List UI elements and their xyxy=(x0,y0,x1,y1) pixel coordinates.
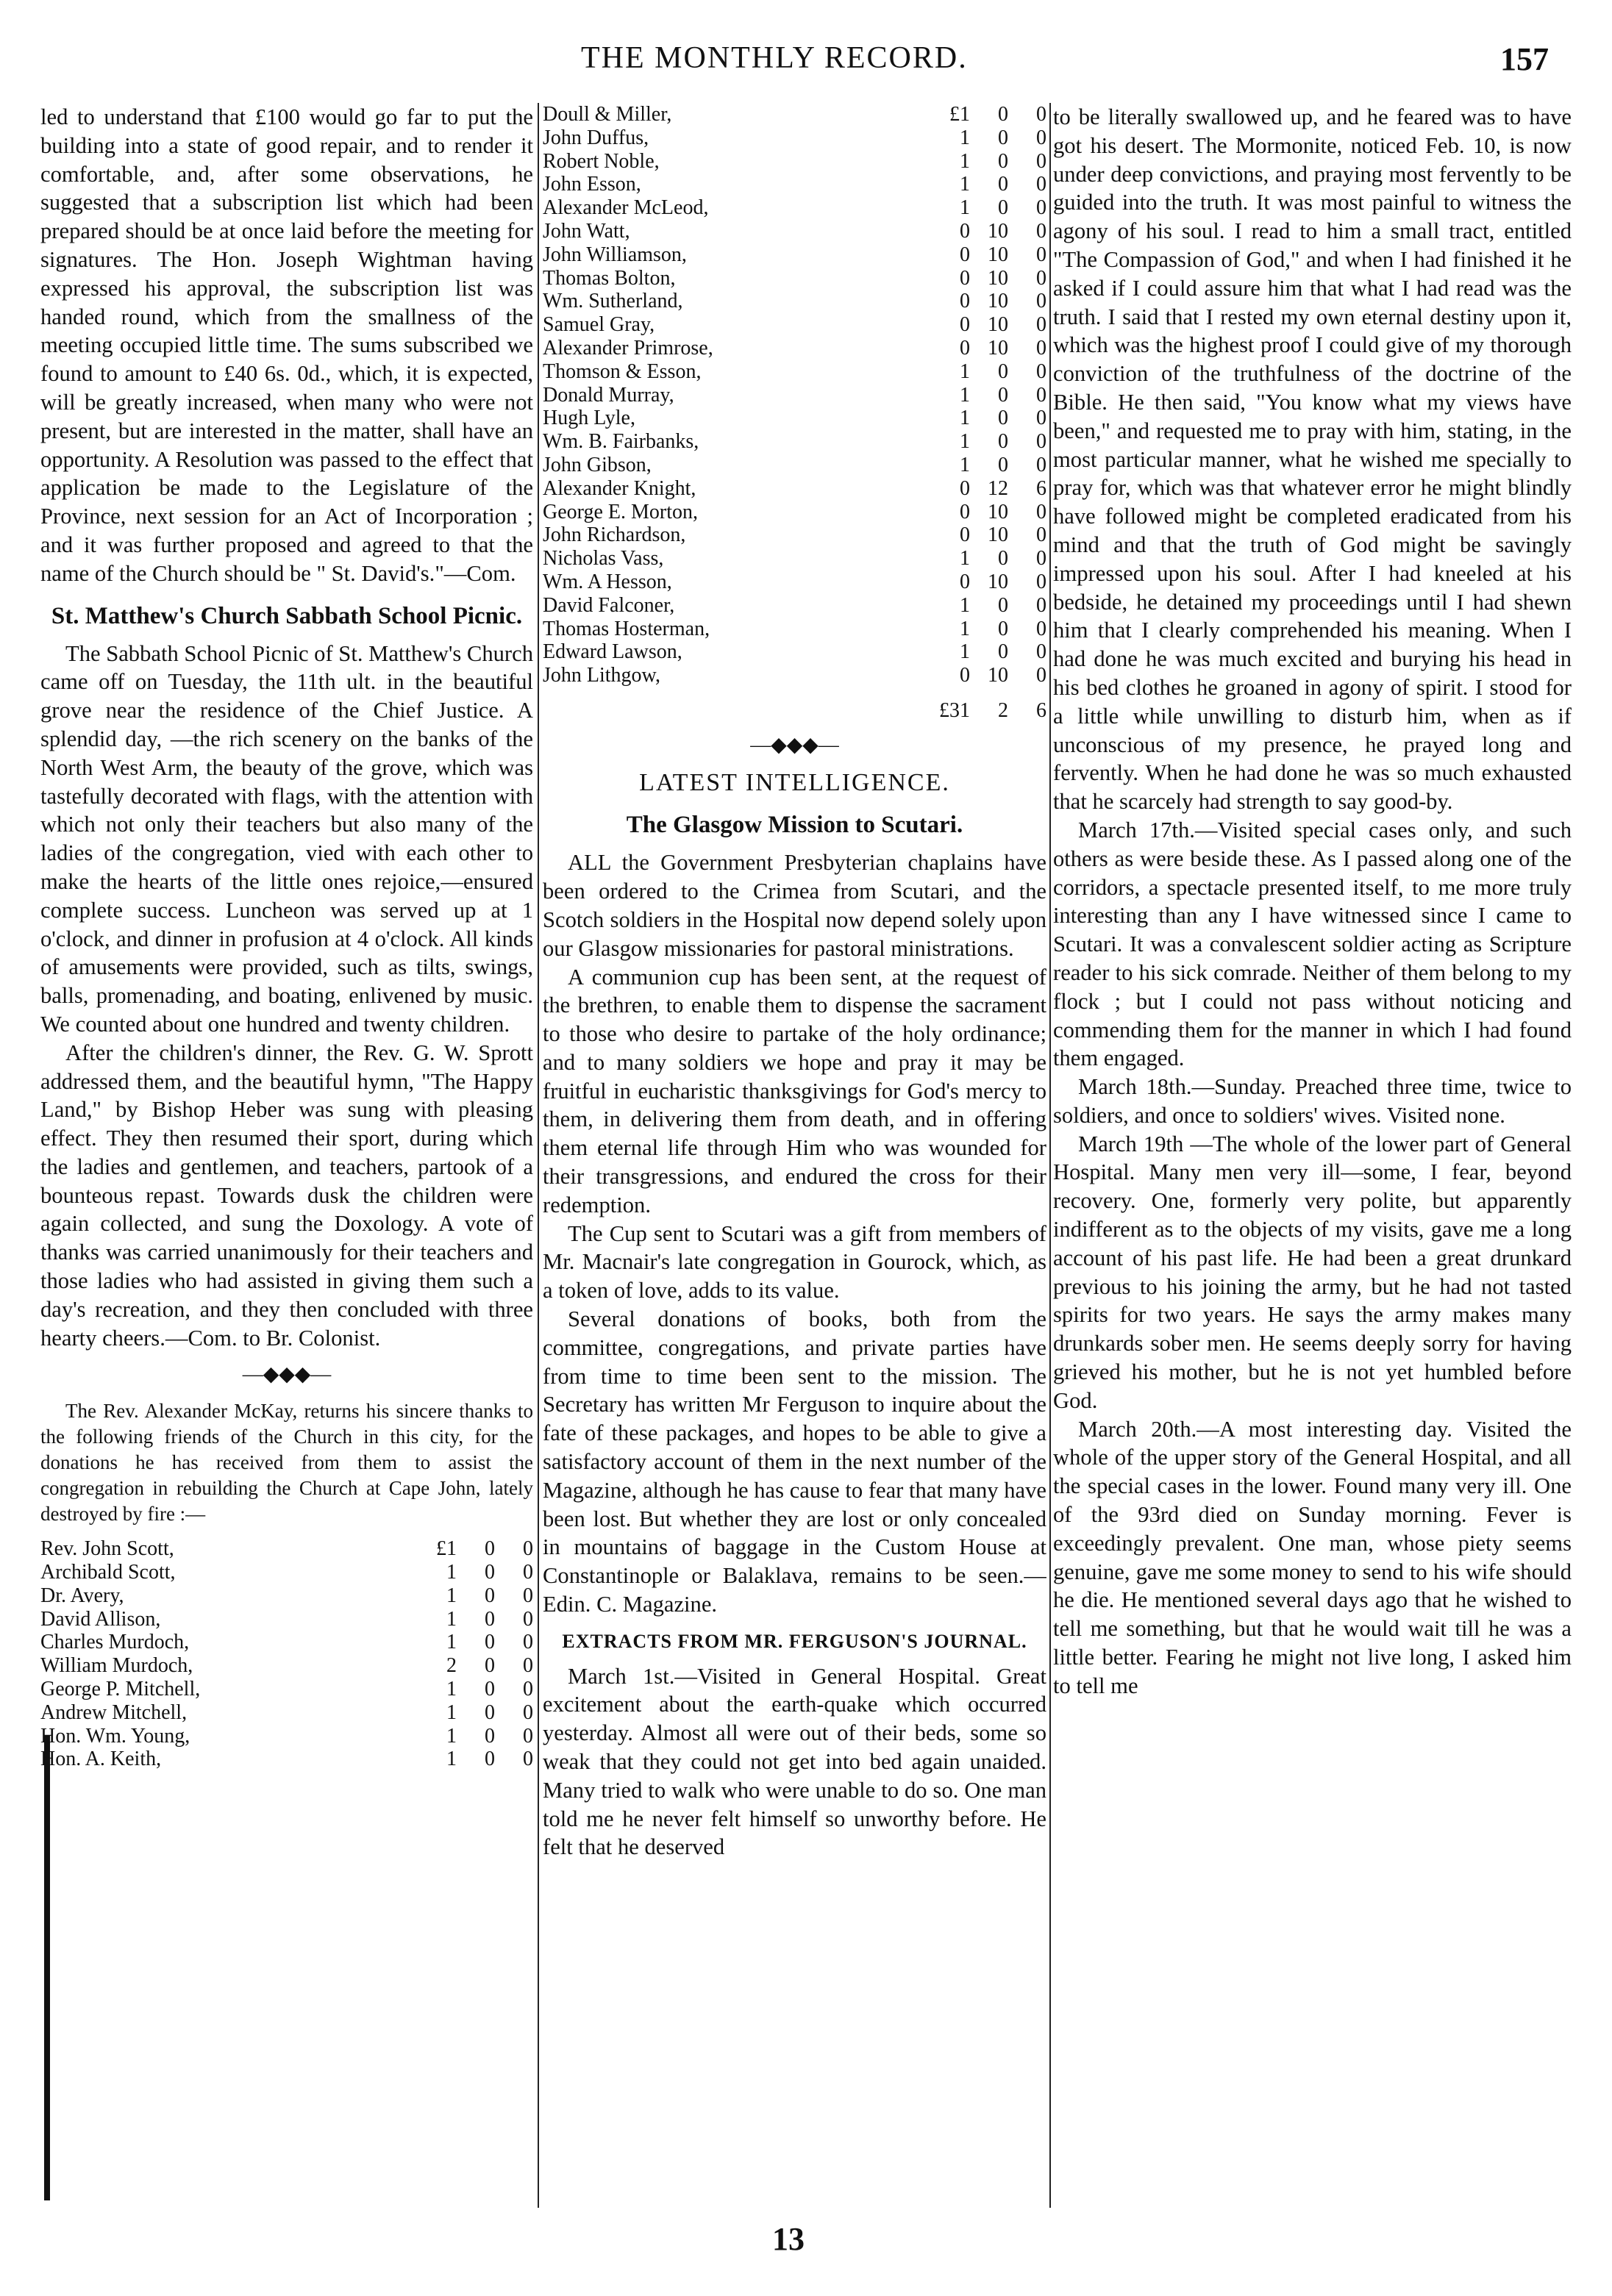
donor-name: Thomas Hosterman, xyxy=(543,617,710,640)
donor-shillings: 12 xyxy=(988,476,1008,500)
donor-name: Archibald Scott, xyxy=(40,1561,176,1584)
donor-pounds: 1 xyxy=(446,1748,457,1771)
donor-pounds: 0 xyxy=(960,266,970,290)
donor-row xyxy=(543,454,1046,477)
donor-pounds: 1 xyxy=(446,1631,457,1654)
glasgow-paragraph-4: Several donations of books, both from the committee, congregations, and private parties have from time to time been sent to the mission. The Secretary has written Mr Ferguson to inquire about the fate of these packages, and hopes to be able to give a satisfactory account of them in the next number of the Magazine, although he has cause to fear that many have been lost. But whether they are lost or only concealed in mountains of baggage in the Custom House at Constantinople or Balaklava, remains to be seen.—Edin. C. Magazine. xyxy=(543,1306,1046,1617)
donor-row xyxy=(543,126,1046,150)
donor-shillings: 0 xyxy=(998,196,1008,220)
donor-pence: 0 xyxy=(1036,407,1046,430)
donor-table-2 xyxy=(543,103,1046,723)
donor-pence: 0 xyxy=(1036,336,1046,360)
donor-pence: 0 xyxy=(523,1724,533,1748)
donor-pence: 0 xyxy=(1036,360,1046,383)
donor-pence: 0 xyxy=(1036,313,1046,337)
donor-pounds: 1 xyxy=(960,149,970,173)
glasgow-mission-heading: The Glasgow Mission to Scutari. xyxy=(626,812,963,839)
donor-row xyxy=(40,1725,533,1748)
page-number: 157 xyxy=(1500,41,1549,77)
journal-march-18: March 18th.—Sunday. Preached three time, twice to soldiers, and once to soldiers' wives. Visited none. xyxy=(1053,1074,1572,1128)
donor-row xyxy=(543,407,1046,430)
donor-pence: 0 xyxy=(1036,196,1046,220)
donor-pence: 0 xyxy=(1036,453,1046,476)
donor-pence: 0 xyxy=(1036,219,1046,243)
donor-name: John Watt, xyxy=(543,219,630,243)
donor-pounds: 1 xyxy=(446,1561,457,1584)
column-3 xyxy=(1053,103,1572,2219)
donor-row xyxy=(543,664,1046,687)
donor-pounds: 1 xyxy=(960,173,970,196)
donor-pounds: 0 xyxy=(960,500,970,523)
donor-pence: 6 xyxy=(1036,476,1046,500)
donor-pounds: 0 xyxy=(960,476,970,500)
donor-shillings: 0 xyxy=(485,1561,495,1584)
donor-name: Hon. A. Keith, xyxy=(40,1748,162,1771)
donor-pence: 0 xyxy=(1036,547,1046,571)
donor-pence: 0 xyxy=(1036,430,1046,454)
donor-row xyxy=(543,196,1046,220)
donor-pence: 0 xyxy=(1036,103,1046,126)
column-rule-left xyxy=(538,103,539,2208)
donor-pence: 0 xyxy=(1036,523,1046,547)
journal-march-20: March 20th.—A most interesting day. Visited the whole of the upper story of the General Hospital, and all the special cases in the lower. Found many very ill. One of the 93rd died on Sunday morning. Fever is exceedingly prevalent. One man, whose piety seems genuine, gave me some money to send to his wife should he die. He mentioned several days ago that he wished to tell me something, but that he would wait till he was a little better. Fearing he might not live long, I asked him to tell me xyxy=(1053,1416,1572,1698)
journal-march-19: March 19th —The whole of the lower part of General Hospital. Many men very ill—some, I fear, beyond recovery. One, formerly very polite, but apparently indifferent as to the objects of my visits, gave me a long account of his past life. He had been a great drunkard previous to his joining the army, but he had not tasted spirits for two years. He says the army makes many drunkards sober men. He seems deeply sorry for having grieved his mother, but he is not yet humbled before God. xyxy=(1053,1131,1572,1413)
donor-shillings: 0 xyxy=(998,103,1008,126)
column-1 xyxy=(40,103,533,2219)
donor-pounds: 2 xyxy=(446,1654,457,1678)
donor-name: Andrew Mitchell, xyxy=(40,1700,188,1724)
donor-pounds: 0 xyxy=(960,336,970,360)
donor-row xyxy=(40,1748,533,1771)
st-davids-paragraph: led to understand that £100 would go far to put the building into a state of good repair, and to render it comfortable, and, after some observations, he suggested that a subscription list which had been prepared should be at once laid before the meeting for signatures. The Hon. Joseph Wightman having expressed his approval, the subscription list was handed round, which from the smallness of the meeting occupied little time. The sums subscribed we found to amount to £40 6s. 0d., which, it is expected, will be greatly increased, when many who were not present, but are interested in the matter, shall have an opportunity. A Resolution was passed to the effect that application be made to the Legislature of the Province, next session for an Act of Incorporation ; and it was further proposed and agreed to that the name of the Church should be " St. David's."—Com. xyxy=(40,104,533,586)
donor-shillings: 0 xyxy=(485,1537,495,1561)
donor-shillings: 10 xyxy=(988,313,1008,337)
donor-pence: 0 xyxy=(1036,383,1046,407)
donor-pounds: £1 xyxy=(436,1537,457,1561)
donor-pence: 0 xyxy=(1036,173,1046,196)
donor-shillings: 10 xyxy=(988,664,1008,687)
donor-shillings: 10 xyxy=(988,290,1008,313)
donor-name: Rev. John Scott, xyxy=(40,1537,174,1561)
donor-pence: 0 xyxy=(1036,570,1046,593)
donor-name: Alexander McLeod, xyxy=(543,196,709,220)
donor-shillings: 0 xyxy=(998,453,1008,476)
donor-row xyxy=(543,618,1046,641)
donor-pence: 0 xyxy=(523,1584,533,1607)
donor-row xyxy=(40,1561,533,1584)
donor-name: John Esson, xyxy=(543,173,641,196)
column-2 xyxy=(543,103,1046,2219)
donor-pounds: 1 xyxy=(960,407,970,430)
donor-pounds: 1 xyxy=(960,593,970,617)
donor-name: Donald Murray, xyxy=(543,383,674,407)
donor-name: John Lithgow, xyxy=(543,664,660,687)
donor-pence: 0 xyxy=(1036,640,1046,664)
donor-name: Edward Lawson, xyxy=(543,640,682,664)
donor-pence: 0 xyxy=(1036,149,1046,173)
donor-pounds: 1 xyxy=(960,383,970,407)
donor-name: Alexander Knight, xyxy=(543,476,696,500)
donor-name: John Gibson, xyxy=(543,453,652,476)
donor-name: Nicholas Vass, xyxy=(543,547,664,571)
donor-pounds: 1 xyxy=(960,196,970,220)
donor-row xyxy=(543,243,1046,267)
donor-row xyxy=(543,477,1046,501)
donor-row xyxy=(40,1701,533,1725)
donor-shillings: 0 xyxy=(998,173,1008,196)
donor-row xyxy=(40,1537,533,1561)
donor-pounds: 1 xyxy=(960,640,970,664)
donor-row xyxy=(40,1654,533,1678)
donor-shillings: 0 xyxy=(485,1724,495,1748)
donor-pounds: 1 xyxy=(446,1700,457,1724)
picnic-heading: St. Matthew's Church Sabbath School Picnic. xyxy=(51,602,523,629)
donor-pounds: 0 xyxy=(960,523,970,547)
section-divider: —◆◆◆— xyxy=(750,733,839,757)
donor-pence: 0 xyxy=(1036,664,1046,687)
donor-pence: 0 xyxy=(523,1654,533,1678)
mckay-note: The Rev. Alexander McKay, returns his sincere thanks to the following friends of the Church in this city, for the donations he has received from them to assist the congregation in rebuilding the Church at Cape John, lately destroyed by fire :— xyxy=(40,1400,533,1526)
glasgow-paragraph-1: ALL the Government Presbyterian chaplains have been ordered to the Crimea from Scutari, and the Scotch soldiers in the Hospital now depend solely upon our Glasgow missionaries for pastoral ministrations. xyxy=(543,850,1046,961)
donor-shillings: 10 xyxy=(988,570,1008,593)
donor-name: Thomson & Esson, xyxy=(543,360,702,383)
donor-shillings: 0 xyxy=(485,1607,495,1631)
donor-row xyxy=(543,313,1046,337)
donor-name: Doull & Miller, xyxy=(543,103,672,126)
donor-pounds: 0 xyxy=(960,219,970,243)
donor-name: John Richardson, xyxy=(543,523,686,547)
donor-pounds: 1 xyxy=(446,1678,457,1701)
donor-pence: 0 xyxy=(1036,500,1046,523)
donor-shillings: 10 xyxy=(988,266,1008,290)
donor-row xyxy=(543,640,1046,664)
donor-name: Charles Murdoch, xyxy=(40,1631,190,1654)
donor-row xyxy=(543,430,1046,454)
donor-name: David Allison, xyxy=(40,1607,161,1631)
donor-name: Wm. A Hesson, xyxy=(543,570,672,593)
donor-pounds: 1 xyxy=(960,453,970,476)
donor-pounds: 1 xyxy=(446,1607,457,1631)
donor-shillings: 0 xyxy=(998,640,1008,664)
donor-row xyxy=(543,173,1046,196)
donor-pence: 0 xyxy=(1036,617,1046,640)
donor-shillings: 0 xyxy=(485,1678,495,1701)
donor-pence: 0 xyxy=(1036,266,1046,290)
donor-shillings: 0 xyxy=(485,1631,495,1654)
donor-name: Alexander Primrose, xyxy=(543,336,713,360)
journal-march-17: March 17th.—Visited special cases only, and such others as were beside these. As I passed along one of the corridors, a spectacle presented itself, to me more truly interesting than any I have witnessed since I came to Scutari. It was a convalescent soldier acting as Scripture reader to his sick comrade. Neither of them belong to my flock ; but I could not pass without noticing and commending them for the manner in which I had found them engaged. xyxy=(1053,817,1572,1071)
donor-name: George E. Morton, xyxy=(543,500,698,523)
donor-table-1 xyxy=(40,1537,533,1771)
donor-row xyxy=(543,290,1046,313)
donor-shillings: 0 xyxy=(485,1654,495,1678)
donor-name: Thomas Bolton, xyxy=(543,266,676,290)
donor-pence: 0 xyxy=(523,1700,533,1724)
donor-pounds: 1 xyxy=(960,360,970,383)
total-shillings: 2 xyxy=(998,698,1008,722)
donor-shillings: 10 xyxy=(988,523,1008,547)
donor-row xyxy=(40,1608,533,1631)
donor-shillings: 0 xyxy=(998,430,1008,454)
donor-pence: 0 xyxy=(523,1631,533,1654)
total-pounds: £31 xyxy=(939,698,970,722)
donor-pounds: 0 xyxy=(960,313,970,337)
donor-name: Robert Noble, xyxy=(543,149,660,173)
donor-shillings: 10 xyxy=(988,500,1008,523)
donor-pence: 0 xyxy=(1036,126,1046,149)
journal-paragraph-1: March 1st.—Visited in General Hospital. Great excitement about the earth-quake which occurred yesterday. Almost all were out of their beds, some so weak that they could not get into bed again unaided. Many tried to walk who were unable to do so. One man told me he never felt himself so unworthy before. He felt that he deserved xyxy=(543,1663,1046,1860)
journal-continuation: to be literally swallowed up, and he feared was to have got his desert. The Mormonite, noticed Feb. 10, is now under deep convictions, and praying most fervently to be guided into the truth. It was most painful to witness the agony of his soul. I read to him a small tract, entitled "The Compassion of God," and when I had finished it he asked if I could assure him that what I had read was the truth. I said that I rested my own eternal destiny upon it, which was the highest proof I could give of my thorough conviction of the truthfulness of the doctrine of the Bible. He then said, "You know what my views have been," and requested me to pray with him, stating, in the most particular manner, what he wished me specially to pray for, which was that whatever error he might blindly have followed might be completed eradicated from his mind and that the truth of God might be savingly impressed upon his soul. After I had kneeled at his bedside, he detained my proceedings until I had shewn him that I clearly comprehended his meaning. When I had done he was much excited and burying his head in his bed clothes he groaned in agony of spirit. I stood for a little while unwilling to disturb him, when as if unconscious of my presence, he prayed long and fervently. When he had done he was so much exhausted that he scarcely had strength to say good-by. xyxy=(1053,104,1572,815)
donor-name: George P. Mitchell, xyxy=(40,1678,201,1701)
donor-shillings: 10 xyxy=(988,243,1008,266)
donor-shillings: 0 xyxy=(485,1700,495,1724)
donor-pounds: 1 xyxy=(960,547,970,571)
donor-pounds: 0 xyxy=(960,664,970,687)
donor-name: Wm. Sutherland, xyxy=(543,290,683,313)
latest-intelligence-heading: LATEST INTELLIGENCE. xyxy=(639,768,950,796)
donor-shillings: 0 xyxy=(998,407,1008,430)
donor-shillings: 0 xyxy=(998,360,1008,383)
donor-row xyxy=(543,360,1046,384)
donor-row xyxy=(543,103,1046,126)
donor-row xyxy=(40,1631,533,1654)
donor-name: Hon. Wm. Young, xyxy=(40,1724,190,1748)
donor-total-row xyxy=(543,687,1046,723)
donor-pounds: 1 xyxy=(960,617,970,640)
donor-row xyxy=(543,384,1046,407)
column-rule-right xyxy=(1049,103,1051,2208)
donor-pence: 0 xyxy=(523,1607,533,1631)
donor-name: John Williamson, xyxy=(543,243,687,266)
total-pence: 6 xyxy=(1036,698,1046,722)
donor-pence: 0 xyxy=(523,1678,533,1701)
glasgow-paragraph-2: A communion cup has been sent, at the request of the brethren, to enable them to dispense the sacrament to those who desire to partake of the holy ordinance; and to many soldiers we hope and pray it may be fruitful in eucharistic thanksgivings for God's mercy to them, in delivering them from death, and in offering them eternal life through Him who was wounded for their transgressions, and endured the cross for their redemption. xyxy=(543,964,1046,1217)
donor-pounds: 1 xyxy=(446,1584,457,1607)
donor-pounds: 0 xyxy=(960,243,970,266)
donor-shillings: 10 xyxy=(988,336,1008,360)
donor-row xyxy=(543,547,1046,571)
donor-row xyxy=(543,523,1046,547)
picnic-paragraph-1: The Sabbath School Picnic of St. Matthew's Church came off on Tuesday, the 11th ult. in the beautiful grove near the residence of the Chief Justice. A splendid day, —the rich scenery on the banks of the North West Arm, the beauty of the grove, which was tastefully decorated with flags, with the attention with which not only their teachers but also many of the ladies of the congregation, vied with each other to make the hearts of the little ones rejoice,—ensured complete success. Luncheon was served up at 1 o'clock, and dinner in profusion at 4 o'clock. All kinds of amusements were provided, such as tilts, swings, balls, promenading, and boating, enlivened by music. We counted about one hundred and twenty children. xyxy=(40,640,533,1037)
donor-pounds: 1 xyxy=(960,430,970,454)
donor-name: Samuel Gray, xyxy=(543,313,655,337)
donor-shillings: 0 xyxy=(998,149,1008,173)
donor-shillings: 0 xyxy=(998,383,1008,407)
journal-extracts-heading: EXTRACTS FROM MR. FERGUSON'S JOURNAL. xyxy=(562,1630,1027,1652)
donor-row xyxy=(543,150,1046,174)
donor-pounds: 0 xyxy=(960,290,970,313)
donor-name: Wm. B. Fairbanks, xyxy=(543,430,699,454)
donor-pence: 0 xyxy=(1036,290,1046,313)
donor-pence: 0 xyxy=(523,1537,533,1561)
donor-pence: 0 xyxy=(523,1561,533,1584)
donor-pounds: £1 xyxy=(949,103,970,126)
donor-row xyxy=(543,501,1046,524)
donor-shillings: 10 xyxy=(988,219,1008,243)
donor-name: John Duffus, xyxy=(543,126,649,149)
donor-shillings: 0 xyxy=(998,617,1008,640)
donor-row xyxy=(543,267,1046,290)
donor-shillings: 0 xyxy=(998,126,1008,149)
donor-pounds: 1 xyxy=(960,126,970,149)
donor-shillings: 0 xyxy=(485,1748,495,1771)
running-header xyxy=(0,40,1612,85)
donor-row xyxy=(40,1584,533,1608)
donor-name: David Falconer, xyxy=(543,593,675,617)
section-divider: —◆◆◆— xyxy=(242,1363,332,1387)
donor-pounds: 0 xyxy=(960,570,970,593)
donor-row xyxy=(543,220,1046,243)
donor-pence: 0 xyxy=(1036,243,1046,266)
running-title: THE MONTHLY RECORD. xyxy=(581,41,968,75)
donor-row xyxy=(543,337,1046,360)
donor-row xyxy=(543,571,1046,594)
donor-pence: 0 xyxy=(523,1748,533,1771)
donor-pounds: 1 xyxy=(446,1724,457,1748)
donor-shillings: 0 xyxy=(998,547,1008,571)
signature-mark: 13 xyxy=(772,2221,805,2257)
donor-shillings: 0 xyxy=(485,1584,495,1607)
glasgow-paragraph-3: The Cup sent to Scutari was a gift from members of Mr. Macnair's late congregation in Gourock, which, as a token of love, adds to its value. xyxy=(543,1220,1046,1303)
donor-row xyxy=(40,1678,533,1701)
donor-pence: 0 xyxy=(1036,593,1046,617)
donor-row xyxy=(543,594,1046,618)
donor-name: Hugh Lyle, xyxy=(543,407,635,430)
donor-name: Dr. Avery, xyxy=(40,1584,124,1607)
donor-name: William Murdoch, xyxy=(40,1654,193,1678)
picnic-paragraph-2: After the children's dinner, the Rev. G. W. Sprott addressed them, and the beautiful hymn, "The Happy Land," by Bishop Heber was sung with pleasing effect. They then resumed their sport, during which the ladies and gentlemen, and teachers, partook of a bounteous repast. Towards dusk the children were again collected, and sung the Doxology. A vote of thanks was carried unanimously for their teachers and those ladies who had assisted in giving them such a day's recreation, and they then concluded with three hearty cheers.—Com. to Br. Colonist. xyxy=(40,1040,533,1351)
donor-shillings: 0 xyxy=(998,593,1008,617)
